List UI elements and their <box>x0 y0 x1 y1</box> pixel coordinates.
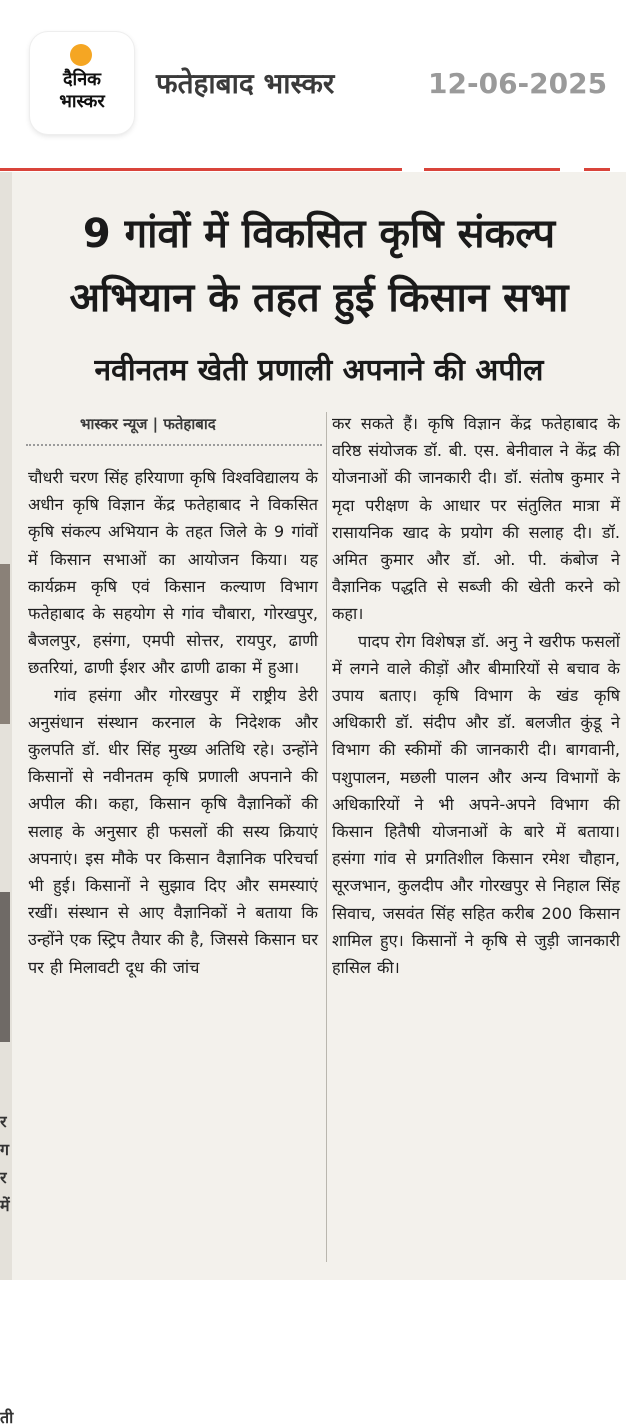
strip-char: र <box>0 1112 7 1131</box>
sun-icon <box>70 44 92 66</box>
divider-line-right <box>584 168 610 171</box>
paragraph: कर सकते हैं। कृषि विज्ञान केंद्र फतेहाबाद के वरिष्ठ संयोजक डॉ. बी. एस. बेनीवाल ने केंद्र की योजनाओं की जानकारी दी। डॉ. संतोष कुमार ने मृदा परीक्षण के आधार पर संतुलित मात्रा में रासायनिक खाद के प्रयोग की सलाह दी। डॉ. अमित कुमार और डॉ. ओ. पी. कंबोज ने वैज्ञानिक पद्धति से सब्जी की खेती करने को कहा। <box>332 414 620 624</box>
logo-text-line2: भास्कर <box>59 91 105 112</box>
paragraph: चौधरी चरण सिंह हरियाणा कृषि विश्वविद्यालय के अधीन कृषि विज्ञान केंद्र फतेहाबाद ने विकसित कृषि संकल्प अभियान के तहत जिले के 9 गांवों में किसान सभाओं का आयोजन किया। यह कार्यक्रम कृषि एवं किसान कल्याण विभाग फतेहाबाद के सहयोग से गांव चौबारा, गोरखपुर, बैजलपुर, हसंगा, एमपी सोत्तर, रायपुर, ढाणी छतरियां, ढाणी ईशर और ढाणी ढाका में हुआ। <box>28 468 318 678</box>
adjacent-photo-edge <box>0 564 10 724</box>
app-header <box>0 0 626 168</box>
edition-title: फतेहाबाद भास्कर <box>156 67 335 100</box>
byline-rule <box>26 444 322 446</box>
strip-char: र <box>0 1168 7 1187</box>
headline-line-1: 9 गांवों में विकसित कृषि संकल्प <box>82 211 556 257</box>
article-column-1 <box>28 464 318 981</box>
strip-char: ती <box>0 1408 14 1427</box>
edition-date: 12-06-2025 <box>428 67 608 100</box>
paragraph: गांव हसंगा और गोरखपुर में राष्ट्रीय डेरी अनुसंधान संस्थान करनाल के निदेशक और कुलपति डॉ. धीर सिंह मुख्य अतिथि रहे। उन्होंने किसानों से नवीनतम कृषि प्रणाली अपनाने की अपील की। कहा, किसान कृषि वैज्ञानिकों की सलाह के अनुसार ही फसलों की सस्य क्रियाएं अपनाएं। इस मौके पर किसान वैज्ञानिक परिचर्चा भी हुई। किसानों ने सुझाव दिए और समस्याएं रखीं। संस्थान से आए वैज्ञानिकों ने बताया कि उन्होंने एक स्ट्रिप तैयार की है, जिससे किसान घर पर ही मिलावटी दूध की जांच <box>28 685 318 977</box>
article-column-2 <box>332 410 620 981</box>
strip-char: ग <box>0 1140 10 1159</box>
adjacent-article-strip <box>0 172 14 1427</box>
headline-line-2: अभियान के तहत हुई किसान सभा <box>69 275 569 321</box>
column-separator <box>326 412 327 1262</box>
divider-line-left <box>0 168 402 171</box>
divider-line-middle <box>424 168 560 171</box>
adjacent-photo-edge <box>0 892 10 1042</box>
subheadline: नवीनतम खेती प्रणाली अपनाने की अपील <box>94 353 544 388</box>
strip-char: में <box>0 1196 10 1215</box>
paragraph: पादप रोग विशेषज्ञ डॉ. अनु ने खरीफ फसलों में लगने वाले कीड़ों और बीमारियों से बचाव के उपाय बताए। कृषि विभाग के खंड कृषि अधिकारी डॉ. संदीप और डॉ. बलजीत कुंडू ने विभाग की स्कीमों की जानकारी दी। बागवानी, पशुपालन, मछली पालन और अन्य विभागों के अधिकारियों ने भी अपने-अपने विभाग की किसान हितैषी योजनाओं के बारे में बताया। हसंगा गांव से प्रगतिशील किसान रमेश चौहान, सूरजभान, कुलदीप और गोरखपुर से निहाल सिंह सिवाच, जसवंत सिंह सहित करीब 200 किसान शामिल हुए। किसानों ने कृषि से जुड़ी जानकारी हासिल की। <box>332 631 620 978</box>
dainik-bhaskar-logo[interactable] <box>30 32 134 134</box>
byline: भास्कर न्यूज | फतेहाबाद <box>80 415 216 433</box>
logo-text-line1: दैनिक <box>62 69 102 90</box>
